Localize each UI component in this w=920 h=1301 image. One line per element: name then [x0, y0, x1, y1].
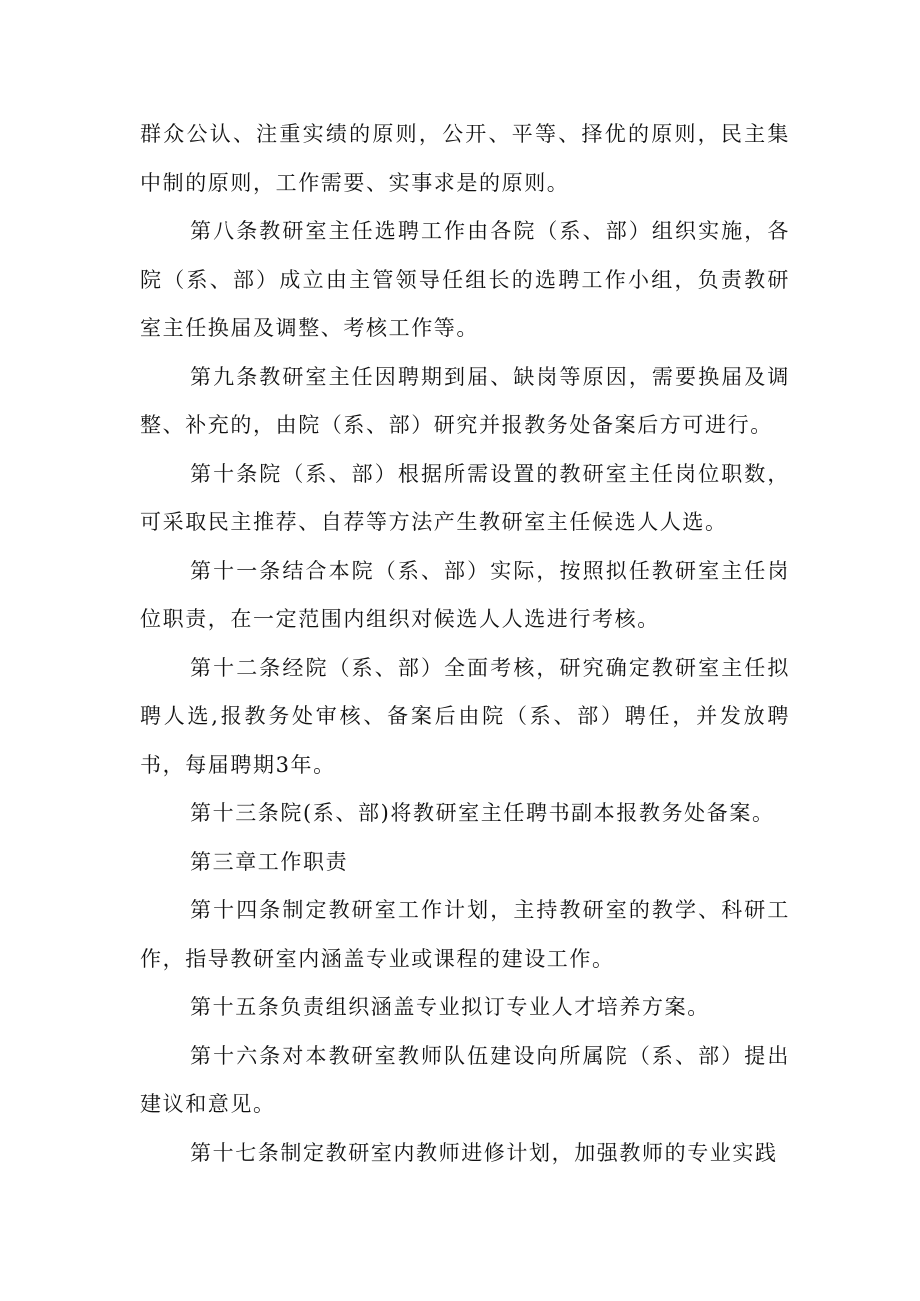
paragraph-article-9: 第九条教研室主任因聘期到届、缺岗等原因，需要换届及调整、补充的，由院（系、部）研究并报教务处备案后方可进行。 — [140, 364, 790, 437]
paragraph-article-15: 第十五条负责组织涵盖专业拟订专业人才培养方案。 — [190, 995, 710, 1019]
paragraph-article-16: 第十六条对本教研室教师队伍建设向所属院（系、部）提出建议和意见。 — [140, 1043, 790, 1116]
paragraph-article-13: 第十三条院(系、部)将教研室主任聘书副本报教务处备案。 — [190, 801, 775, 825]
paragraph-article-10: 第十条院（系、部）根据所需设置的教研室主任岗位职数，可采取民主推荐、自荐等方法产生教研室主任候选人人选。 — [140, 461, 790, 534]
chapter-heading: 第三章工作职责 — [190, 849, 349, 874]
paragraph-principles: 群众公认、注重实绩的原则，公开、平等、择优的原则，民主集中制的原则，工作需要、实事求是的原则。 — [140, 122, 790, 195]
paragraph-article-8: 第八条教研室主任选聘工作由各院（系、部）组织实施，各院（系、部）成立由主管领导任组长的选聘工作小组，负责教研室主任换届及调整、考核工作等。 — [140, 219, 790, 340]
document-body — [140, 110, 790, 1177]
paragraph-article-11: 第十一条结合本院（系、部）实际，按照拟任教研室主任岗位职责，在一定范围内组织对候选人人选进行考核。 — [140, 558, 790, 631]
paragraph-article-14: 第十四条制定教研室工作计划，主持教研室的教学、科研工作，指导教研室内涵盖专业或课程的建设工作。 — [140, 898, 790, 971]
paragraph-article-12: 第十二条经院（系、部）全面考核，研究确定教研室主任拟聘人选,报教务处审核、备案后由院（系、部）聘任，并发放聘书，每届聘期3年。 — [140, 655, 790, 777]
paragraph-article-17: 第十七条制定教研室内教师进修计划，加强教师的专业实践 — [190, 1140, 778, 1165]
